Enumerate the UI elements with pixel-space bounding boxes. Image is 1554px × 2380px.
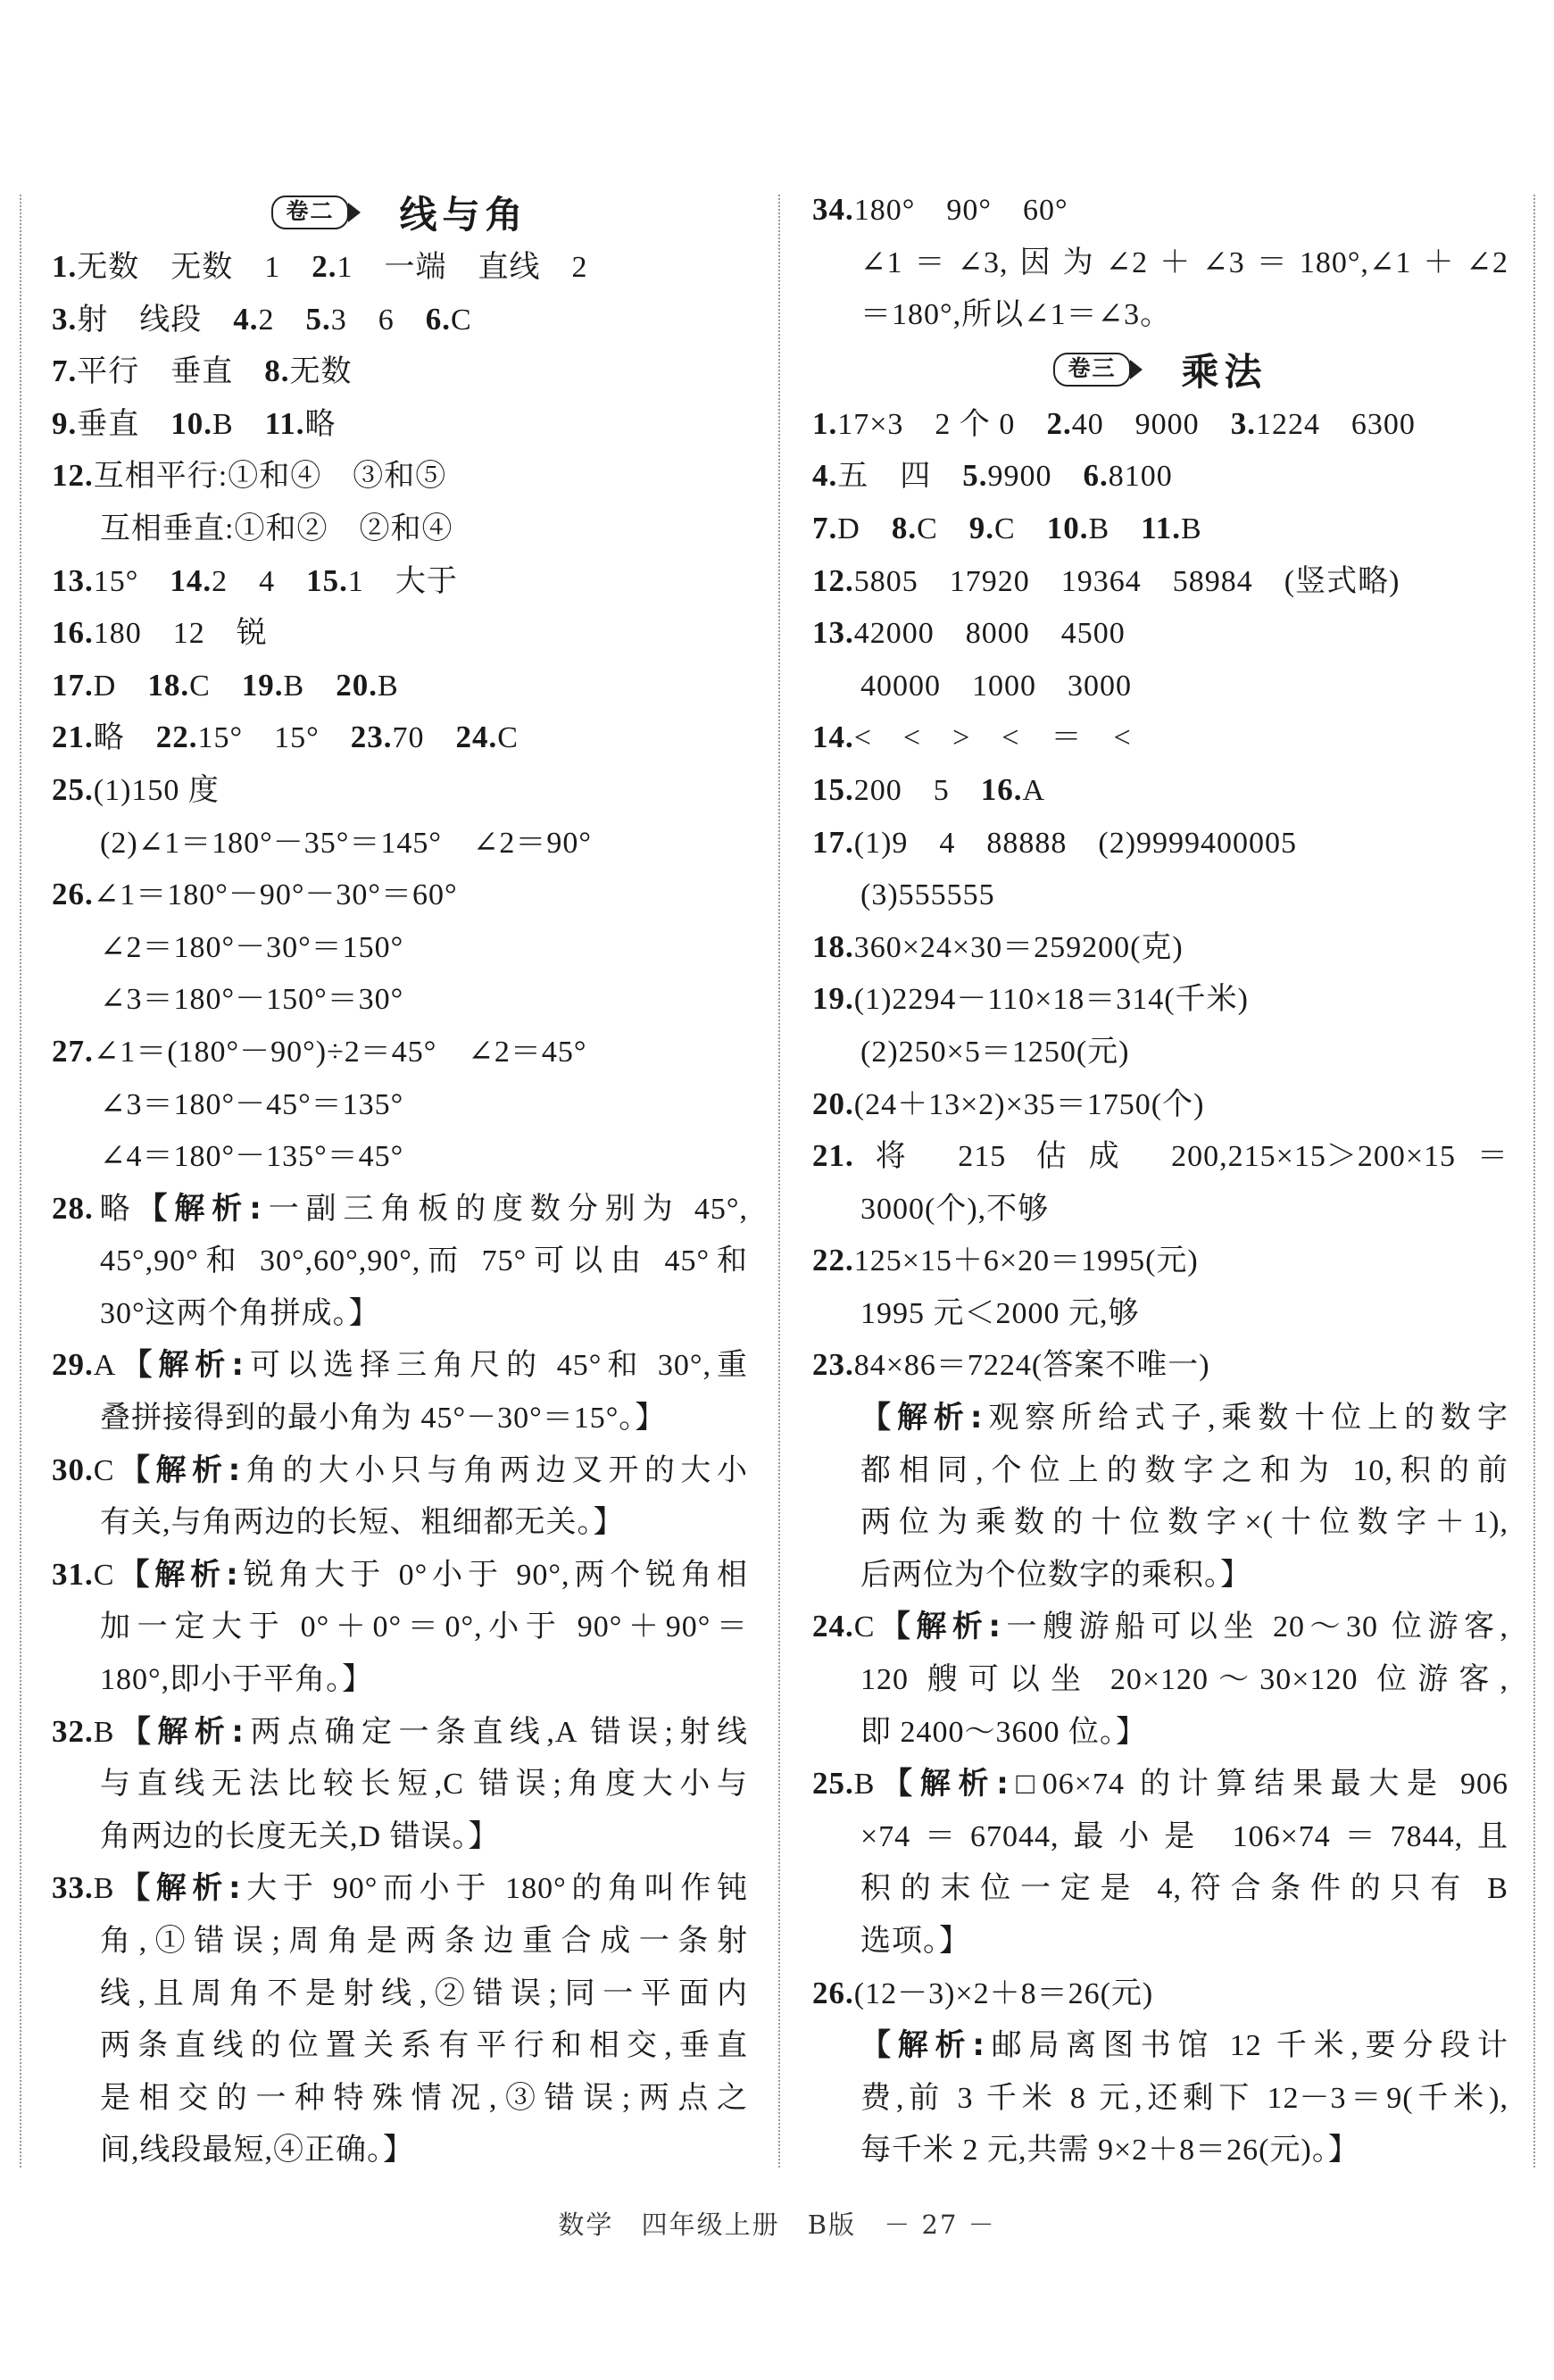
question-number: 6. bbox=[1083, 458, 1109, 494]
analysis-label: 【解析: bbox=[860, 2027, 985, 2064]
question-number: 26. bbox=[52, 877, 94, 912]
answer-text: A bbox=[1022, 773, 1046, 807]
analysis-label: 【解析: bbox=[114, 1556, 239, 1593]
answer-line bbox=[52, 555, 748, 608]
question-number: 23. bbox=[350, 720, 393, 755]
answer-line bbox=[52, 1810, 748, 1863]
answer-line bbox=[812, 1915, 1508, 1968]
answer-text: 加一定大于 0°＋0°＝0°,小于 90°＋90°＝ bbox=[100, 1610, 748, 1644]
answer-line bbox=[812, 764, 1508, 817]
answer-text: B bbox=[1180, 512, 1202, 545]
answer-text: 120 艘可以坐 20×120～30×120 位游客, bbox=[860, 1663, 1508, 1697]
answer-line bbox=[52, 921, 748, 974]
answer-text: 15° 15° bbox=[197, 721, 351, 755]
answer-text: 2 bbox=[258, 303, 306, 337]
answer-line bbox=[52, 1235, 748, 1287]
question-number: 5. bbox=[305, 301, 331, 337]
answer-line bbox=[52, 1026, 748, 1078]
answer-text: (3)555555 bbox=[860, 878, 995, 912]
question-number: 25. bbox=[52, 771, 94, 807]
answer-text: 两条直线的位置关系有平行和相交,垂直 bbox=[100, 2029, 748, 2063]
answer-text: 选项。】 bbox=[860, 1925, 970, 1958]
answer-line bbox=[812, 1968, 1508, 2020]
answer-text: 垂直 bbox=[77, 407, 171, 441]
question-number: 17. bbox=[812, 824, 854, 860]
question-number: 16. bbox=[980, 771, 1023, 807]
answer-text: 3 6 bbox=[330, 303, 426, 337]
question-number: 31. bbox=[52, 1556, 94, 1592]
question-number: 18. bbox=[812, 928, 854, 964]
question-number: 25. bbox=[812, 1766, 854, 1802]
answer-line bbox=[52, 2019, 748, 2072]
question-number: 10. bbox=[170, 405, 212, 441]
analysis-label: 【解析: bbox=[875, 1766, 1010, 1802]
answer-text: (1)2294－110×18＝314(千米) bbox=[853, 983, 1249, 1017]
section-badge bbox=[271, 196, 360, 229]
answer-text: 70 bbox=[392, 721, 456, 755]
answer-line bbox=[812, 1706, 1508, 1759]
answer-text: B bbox=[93, 1715, 115, 1749]
question-number: 1. bbox=[812, 405, 838, 441]
question-number: 21. bbox=[812, 1138, 854, 1174]
question-number: 1. bbox=[52, 249, 78, 284]
answer-text: 积的末位一定是 4,符合条件的只有 B bbox=[860, 1872, 1508, 1906]
answer-text: (12－3)×2＋8＝26(元) bbox=[853, 1976, 1154, 2010]
section-title: 乘法 bbox=[1181, 349, 1267, 394]
answer-text: 9900 bbox=[987, 460, 1084, 494]
answer-text: 无数 无数 1 bbox=[77, 251, 312, 284]
answer-text: 200 5 bbox=[853, 773, 981, 807]
answer-line bbox=[812, 1287, 1508, 1340]
question-number: 21. bbox=[52, 720, 94, 755]
question-number: 22. bbox=[812, 1243, 854, 1278]
right-margin-dotted-line bbox=[1533, 195, 1535, 2168]
answer-text: 1 大于 bbox=[347, 564, 458, 598]
answer-line bbox=[812, 712, 1508, 764]
analysis-label: 【解析: bbox=[875, 1609, 1002, 1645]
answer-line bbox=[52, 1287, 748, 1340]
question-number: 7. bbox=[52, 354, 78, 389]
question-number: 11. bbox=[264, 405, 305, 441]
answer-text: 3000(个),不够 bbox=[860, 1192, 1050, 1226]
answer-line bbox=[52, 660, 748, 712]
answer-text: < < > < ＝ < bbox=[853, 721, 1132, 755]
answer-text: 间,线段最短,④正确。】 bbox=[100, 2134, 414, 2168]
answer-line bbox=[52, 294, 748, 346]
answer-text: ∠1＝∠3,因为∠2＋∠3＝180°,∠1＋∠2 bbox=[860, 245, 1508, 279]
question-number: 9. bbox=[968, 510, 994, 545]
section-header-juan3 bbox=[812, 341, 1508, 398]
answer-text: A bbox=[93, 1349, 117, 1383]
section-badge-label: 卷二 bbox=[271, 196, 348, 229]
answer-line bbox=[52, 1968, 748, 2020]
answer-line bbox=[812, 398, 1508, 451]
question-number: 4. bbox=[233, 301, 259, 337]
answer-line bbox=[812, 869, 1508, 921]
answer-text: 42000 8000 4500 bbox=[853, 617, 1126, 651]
answer-line bbox=[812, 1444, 1508, 1497]
answer-line bbox=[52, 1915, 748, 1968]
answer-text: 40 9000 bbox=[1071, 407, 1231, 441]
answer-line bbox=[812, 1339, 1508, 1392]
answer-line bbox=[52, 1339, 748, 1392]
answer-line bbox=[52, 1130, 748, 1183]
answer-text: 线,且周角不是射线,②错误;同一平面内 bbox=[100, 1976, 748, 2010]
answer-text: 1224 6300 bbox=[1255, 407, 1416, 441]
question-number: 16. bbox=[52, 615, 94, 651]
answer-text: D bbox=[837, 512, 892, 545]
question-number: 13. bbox=[812, 615, 854, 651]
section-badge bbox=[1053, 353, 1142, 387]
answer-text: 角的大小只与角两边叉开的大小 bbox=[241, 1453, 748, 1487]
answer-text: ∠1＝(180°－90°)÷2＝45° ∠2＝45° bbox=[93, 1035, 587, 1069]
question-number: 11. bbox=[1141, 510, 1181, 545]
question-number: 17. bbox=[52, 667, 94, 703]
answer-line bbox=[52, 398, 748, 451]
question-number: 2. bbox=[312, 249, 337, 284]
answer-text: 两位为乘数的十位数字×(十位数字＋1), bbox=[860, 1506, 1508, 1540]
analysis-label: 【解析: bbox=[114, 1713, 245, 1750]
answer-text: C bbox=[853, 1610, 876, 1644]
answer-text: 将 215 估成 200,215×15＞200×15＝ bbox=[853, 1140, 1508, 1174]
question-number: 20. bbox=[812, 1086, 854, 1121]
answer-line bbox=[52, 712, 748, 764]
answer-text: 互相垂直:①和② ②和④ bbox=[100, 512, 453, 545]
answer-text: (1)150 度 bbox=[93, 773, 220, 807]
question-number: 15. bbox=[812, 771, 854, 807]
answer-list-continued bbox=[812, 184, 1508, 341]
answer-text: D bbox=[93, 669, 148, 703]
answer-text: 180°,即小于平角。】 bbox=[100, 1663, 374, 1697]
question-number: 6. bbox=[425, 301, 451, 337]
answer-line bbox=[52, 241, 748, 294]
answer-line bbox=[52, 764, 748, 817]
answer-line bbox=[812, 1810, 1508, 1863]
question-number: 7. bbox=[812, 510, 838, 545]
answer-list bbox=[52, 241, 748, 2176]
answer-line bbox=[812, 555, 1508, 608]
answer-text: 射 线段 bbox=[77, 303, 234, 337]
answer-text: 五 四 bbox=[837, 460, 963, 494]
footer-subject: 数学 bbox=[558, 2209, 614, 2240]
question-number: 3. bbox=[1230, 405, 1256, 441]
answer-text: ∠2＝180°－30°＝150° bbox=[100, 930, 404, 964]
question-number: 12. bbox=[812, 562, 854, 598]
answer-text: 即 2400～3600 位。】 bbox=[860, 1715, 1147, 1749]
answer-line bbox=[52, 1549, 748, 1602]
answer-line bbox=[812, 973, 1508, 1026]
analysis-label: 【解析: bbox=[114, 1870, 242, 1907]
right-column bbox=[812, 184, 1508, 2176]
answer-text: 1 一端 直线 2 bbox=[337, 251, 588, 284]
answer-text: ∠4＝180°－135°＝45° bbox=[100, 1140, 404, 1174]
answer-text: 180° 90° 60° bbox=[853, 194, 1068, 227]
answer-line bbox=[52, 607, 748, 660]
left-margin-dotted-line bbox=[20, 195, 21, 2168]
question-number: 29. bbox=[52, 1347, 94, 1383]
question-number: 27. bbox=[52, 1033, 94, 1069]
question-number: 5. bbox=[962, 458, 988, 494]
answer-line bbox=[812, 607, 1508, 660]
answer-line bbox=[52, 2124, 748, 2176]
answer-line bbox=[812, 1862, 1508, 1915]
question-number: 28. bbox=[52, 1190, 94, 1226]
answer-line bbox=[812, 1183, 1508, 1236]
answer-text: C bbox=[93, 1558, 115, 1592]
answer-line bbox=[52, 1653, 748, 1706]
answer-line bbox=[812, 1235, 1508, 1287]
answer-text: B bbox=[283, 669, 337, 703]
answer-text: 一艘游船可以坐 20～30 位游客, bbox=[1001, 1610, 1508, 1644]
answer-text: 可以选择三角尺的 45°和 30°,重 bbox=[245, 1349, 748, 1383]
answer-line bbox=[812, 1078, 1508, 1131]
question-number: 23. bbox=[812, 1347, 854, 1383]
answer-text: (2)250×5＝1250(元) bbox=[860, 1035, 1130, 1069]
answer-text: 后两位为个位数字的乘积。】 bbox=[860, 1558, 1251, 1592]
answer-text: 略 bbox=[93, 721, 156, 755]
question-number: 15. bbox=[306, 562, 348, 598]
answer-line bbox=[52, 1392, 748, 1444]
answer-text: ∠1＝180°－90°－30°＝60° bbox=[93, 878, 458, 912]
answer-text: B bbox=[377, 669, 399, 703]
question-number: 26. bbox=[812, 1975, 854, 2010]
answer-line bbox=[812, 2072, 1508, 2125]
analysis-label: 【解析: bbox=[860, 1400, 984, 1436]
answer-line bbox=[52, 503, 748, 555]
answer-line bbox=[812, 1392, 1508, 1444]
answer-text: 有关,与角两边的长短、粗细都无关。】 bbox=[100, 1506, 625, 1540]
question-number: 22. bbox=[155, 720, 198, 755]
answer-line bbox=[52, 817, 748, 870]
answer-text: C bbox=[994, 512, 1047, 545]
question-number: 34. bbox=[812, 192, 854, 227]
answer-line bbox=[812, 1496, 1508, 1549]
answer-text: 锐角大于 0°小于 90°,两个锐角相 bbox=[238, 1558, 748, 1592]
question-number: 24. bbox=[812, 1609, 854, 1644]
answer-text: B bbox=[1088, 512, 1142, 545]
answer-text: 30°这两个角拼成。】 bbox=[100, 1296, 380, 1330]
question-number: 2. bbox=[1046, 405, 1072, 441]
answer-line bbox=[812, 237, 1508, 289]
question-number: 18. bbox=[147, 667, 190, 703]
answer-text: 是相交的一种特殊情况,③错误;两点之 bbox=[100, 2081, 748, 2115]
answer-line bbox=[812, 288, 1508, 341]
question-number: 9. bbox=[52, 405, 78, 441]
answer-line bbox=[52, 1444, 748, 1497]
answer-text: C bbox=[497, 721, 519, 755]
question-number: 32. bbox=[52, 1713, 94, 1749]
answer-line bbox=[812, 1758, 1508, 1810]
answer-line bbox=[812, 450, 1508, 503]
answer-text: C bbox=[93, 1453, 115, 1487]
answer-line bbox=[812, 503, 1508, 555]
answer-line bbox=[812, 1653, 1508, 1706]
answer-text: 125×15＋6×20＝1995(元) bbox=[853, 1244, 1199, 1278]
answer-text: 大于 90°而小于 180°的角叫作钝 bbox=[241, 1872, 748, 1906]
answer-text: 15° bbox=[93, 564, 170, 598]
answer-text: 叠拼接得到的最小角为 45°－30°＝15°。】 bbox=[100, 1402, 667, 1435]
answer-text: 角两边的长度无关,D 错误。】 bbox=[100, 1819, 500, 1853]
answer-text: 平行 垂直 bbox=[77, 355, 265, 389]
answer-text: ∠3＝180°－150°＝30° bbox=[100, 983, 404, 1017]
section-header-juan2 bbox=[52, 184, 748, 241]
badge-arrow-icon bbox=[1130, 360, 1143, 379]
answer-text: 45°,90°和 30°,60°,90°,而 75°可以由 45°和 bbox=[100, 1244, 748, 1278]
question-number: 30. bbox=[52, 1452, 94, 1487]
answer-line bbox=[52, 345, 748, 398]
answer-text: ×74＝67044,最小是 106×74＝7844,且 bbox=[860, 1819, 1508, 1853]
answer-line bbox=[812, 817, 1508, 870]
answer-text: (1)9 4 88888 (2)9999400005 bbox=[853, 826, 1298, 860]
question-number: 20. bbox=[336, 667, 378, 703]
question-number: 8. bbox=[891, 510, 918, 545]
answer-text: 40000 1000 3000 bbox=[860, 669, 1132, 703]
answer-text: 360×24×30＝259200(克) bbox=[853, 930, 1184, 964]
answer-text: B bbox=[93, 1872, 115, 1906]
answer-text: 无数 bbox=[289, 355, 353, 389]
answer-text: B bbox=[212, 407, 265, 441]
analysis-label: 【解析: bbox=[137, 1190, 262, 1227]
answer-line bbox=[812, 1026, 1508, 1078]
answer-text: ＝180°,所以∠1＝∠3。 bbox=[860, 298, 1172, 332]
answer-line bbox=[812, 1549, 1508, 1602]
question-number: 13. bbox=[52, 562, 94, 598]
answer-text: 84×86＝7224(答案不唯一) bbox=[853, 1349, 1210, 1383]
answer-text: 两点确定一条直线,A 错误;射线 bbox=[245, 1715, 748, 1749]
answer-line bbox=[52, 1078, 748, 1131]
answer-text: 17×3 2 个 0 bbox=[837, 407, 1047, 441]
question-number: 19. bbox=[241, 667, 284, 703]
column-divider-dotted-line bbox=[778, 195, 780, 2168]
question-number: 24. bbox=[455, 720, 498, 755]
answer-text: 180 12 锐 bbox=[93, 617, 268, 651]
answer-text: 每千米 2 元,共需 9×2＋8＝26(元)。】 bbox=[860, 2134, 1359, 2168]
question-number: 33. bbox=[52, 1870, 94, 1906]
answer-text: □06×74 的计算结果最大是 906 bbox=[1009, 1768, 1508, 1802]
question-number: 19. bbox=[812, 981, 854, 1017]
question-number: 4. bbox=[812, 458, 838, 494]
left-column bbox=[52, 184, 748, 2176]
answer-text: 略 bbox=[93, 1192, 137, 1226]
section-title: 线与角 bbox=[399, 193, 528, 237]
answer-text: 角,①错误;周角是两条边重合成一条射 bbox=[100, 1925, 748, 1958]
answer-text: 一副三角板的度数分别为 45°, bbox=[262, 1192, 748, 1226]
question-number: 10. bbox=[1046, 510, 1089, 545]
answer-list bbox=[812, 398, 1508, 2176]
question-number: 14. bbox=[812, 720, 854, 755]
answer-line bbox=[812, 2124, 1508, 2176]
answer-line bbox=[52, 1601, 748, 1653]
badge-arrow-icon bbox=[348, 203, 361, 222]
answer-text: B bbox=[853, 1768, 876, 1802]
answer-line bbox=[52, 2072, 748, 2125]
answer-line bbox=[812, 921, 1508, 974]
answer-line bbox=[812, 1601, 1508, 1653]
answer-line bbox=[812, 1130, 1508, 1183]
answer-line bbox=[52, 1496, 748, 1549]
answer-text: 1995 元＜2000 元,够 bbox=[860, 1296, 1140, 1330]
answer-text: 略 bbox=[304, 407, 337, 441]
section-badge-label: 卷三 bbox=[1053, 353, 1130, 387]
page-number: － 27 － bbox=[884, 2209, 996, 2240]
footer-grade: 四年级上册 bbox=[641, 2209, 780, 2240]
answer-line bbox=[52, 1862, 748, 1915]
answer-text: 8100 bbox=[1108, 460, 1173, 494]
answer-text: 邮局离图书馆 12 千米,要分段计 bbox=[985, 2029, 1508, 2063]
answer-text: 5805 17920 19364 58984 (竖式略) bbox=[853, 564, 1400, 598]
answer-line bbox=[812, 660, 1508, 712]
question-number: 14. bbox=[170, 562, 212, 598]
answer-text: C bbox=[917, 512, 969, 545]
answer-line bbox=[52, 869, 748, 921]
answer-line bbox=[52, 1706, 748, 1759]
answer-text: 互相平行:①和④ ③和⑤ bbox=[93, 460, 447, 494]
answer-text: (24＋13×2)×35＝1750(个) bbox=[853, 1087, 1205, 1121]
answer-text: (2)∠1＝180°－35°＝145° ∠2＝90° bbox=[100, 826, 593, 860]
question-number: 8. bbox=[264, 354, 290, 389]
question-number: 12. bbox=[52, 458, 94, 494]
answer-text: 观察所给式子,乘数十位上的数字 bbox=[983, 1402, 1508, 1435]
answer-text: C bbox=[189, 669, 242, 703]
answer-line bbox=[52, 450, 748, 503]
answer-line bbox=[52, 973, 748, 1026]
answer-text: 与直线无法比较长短,C 错误;角度大小与 bbox=[100, 1768, 748, 1802]
answer-text: C bbox=[451, 303, 472, 337]
answer-text: 2 4 bbox=[212, 564, 307, 598]
answer-line bbox=[812, 2019, 1508, 2072]
question-number: 3. bbox=[52, 301, 78, 337]
page-footer bbox=[0, 2205, 1554, 2242]
analysis-label: 【解析: bbox=[116, 1347, 245, 1384]
footer-edition: B版 bbox=[807, 2209, 857, 2240]
analysis-label: 【解析: bbox=[114, 1452, 242, 1488]
answer-text: 都相同,个位上的数字之和为 10,积的前 bbox=[860, 1453, 1508, 1487]
answer-line bbox=[52, 1758, 748, 1810]
answer-text: ∠3＝180°－45°＝135° bbox=[100, 1087, 404, 1121]
answer-line bbox=[812, 184, 1508, 237]
answer-line bbox=[52, 1183, 748, 1236]
answer-text: 费,前 3 千米 8 元,还剩下 12－3＝9(千米), bbox=[860, 2081, 1508, 2115]
